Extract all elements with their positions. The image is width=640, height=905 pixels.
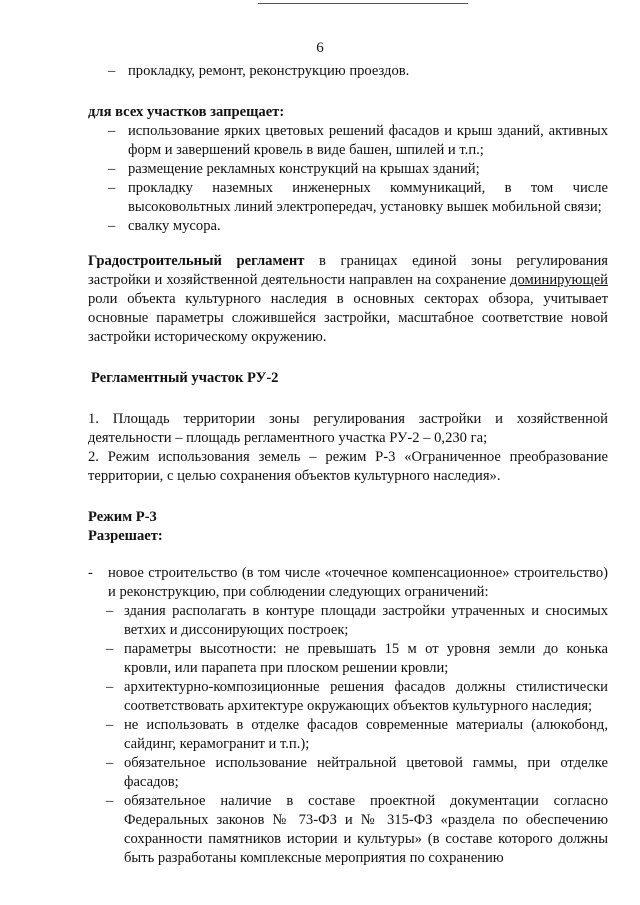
allows-heading: Разрешает: <box>88 528 163 544</box>
dash-marker: – <box>106 679 114 695</box>
condition-text: не использовать в отделке фасадов современные материалы (алюкобонд, сайдинг, керамогранит и т.п.); <box>124 717 608 752</box>
dash-marker: – <box>106 793 114 809</box>
condition-text: здания располагать в контуре площади застройки утраченных и сносимых ветхих и диссонирующих построек; <box>124 603 608 638</box>
dash-marker: – <box>106 755 114 771</box>
condition-item <box>88 602 608 640</box>
condition-text: архитектурно-композиционные решения фасадов должны стилистически соответствовать архитектуре окружающих объектов культурного наследия; <box>124 679 608 714</box>
section-heading: Регламентный участок РУ-2 <box>91 370 279 386</box>
regulation-text-2: роли объекта культурного наследия в основных секторах обзора, учитывает основные параметры сложившейся застройки, масштабное соответствие новой застройки историческому окружению. <box>88 291 608 345</box>
list-item-text: свалку мусора. <box>128 218 221 234</box>
condition-item <box>88 678 608 716</box>
list-item <box>88 62 608 81</box>
list-item-text: прокладку наземных инженерных коммуникаций, в том числе высоковольтных линий электропередач, установку вышек мобильной связи; <box>128 180 608 215</box>
regulation-underlined: доминирующей <box>510 272 608 288</box>
prohibits-heading: для всех участков запрещает: <box>88 104 285 120</box>
dash-marker: – <box>108 63 116 79</box>
list-item-text: использование ярких цветовых решений фасадов и крыш зданий, активных форм и завершений кровель в виде башен, шпилей и т.п.; <box>128 123 608 158</box>
condition-item <box>88 640 608 678</box>
numbered-item: 2. Режим использования земель – режим Р-3 «Ограниченное преобразование территории, с целью сохранения объектов культурного наследия». <box>88 449 608 484</box>
regulation-paragraph <box>88 252 608 347</box>
condition-item <box>88 754 608 792</box>
condition-item <box>88 792 608 868</box>
condition-text: обязательное использование нейтральной цветовой гаммы, при отделке фасадов; <box>124 755 608 790</box>
mode-heading: Режим Р-3 <box>88 509 157 525</box>
dash-marker: – <box>108 161 116 177</box>
condition-text: обязательное наличие в составе проектной документации согласно Федеральных законов № 73-ФЗ и № 315-ФЗ «раздела по обеспечению сохранности памятников истории и культуры» (в составе которого должны быть разработаны комплексные мероприятия по сохранению <box>124 793 608 866</box>
page-number: 6 <box>316 40 324 56</box>
document-body <box>88 62 608 868</box>
hyphen-marker: - <box>88 565 93 581</box>
condition-text: параметры высотности: не превышать 15 м от уровня земли до конька кровли, или парапета при плоском решении кровли; <box>124 641 608 676</box>
dash-marker: – <box>108 218 116 234</box>
dash-marker: – <box>108 180 116 196</box>
condition-item <box>88 716 608 754</box>
regulation-bold-lead: Градостроительный регламент <box>88 253 305 269</box>
list-item-text: прокладку, ремонт, реконструкцию проездов. <box>128 63 410 79</box>
dash-marker: – <box>106 717 114 733</box>
numbered-item: 1. Площадь территории зоны регулирования застройки и хозяйственной деятельности – площадь регламентного участка РУ-2 – 0,230 га; <box>88 411 608 446</box>
new-construction-text: новое строительство (в том числе «точечное компенсационное» строительство) и реконструкцию, при соблюдении следующих ограничений: <box>108 565 608 600</box>
list-item-text: размещение рекламных конструкций на крышах зданий; <box>128 161 480 177</box>
regulation-text-1: в границах единой зоны регулирования застройки и хозяйственной деятельности направлен на сохранение <box>88 253 608 288</box>
list-item <box>88 122 608 160</box>
dash-marker: – <box>108 123 116 139</box>
dash-marker: – <box>106 641 114 657</box>
dash-marker: – <box>106 603 114 619</box>
list-item <box>88 217 608 236</box>
list-item <box>88 160 608 179</box>
new-construction-item <box>88 564 608 602</box>
list-item <box>88 179 608 217</box>
top-rule <box>258 3 468 4</box>
